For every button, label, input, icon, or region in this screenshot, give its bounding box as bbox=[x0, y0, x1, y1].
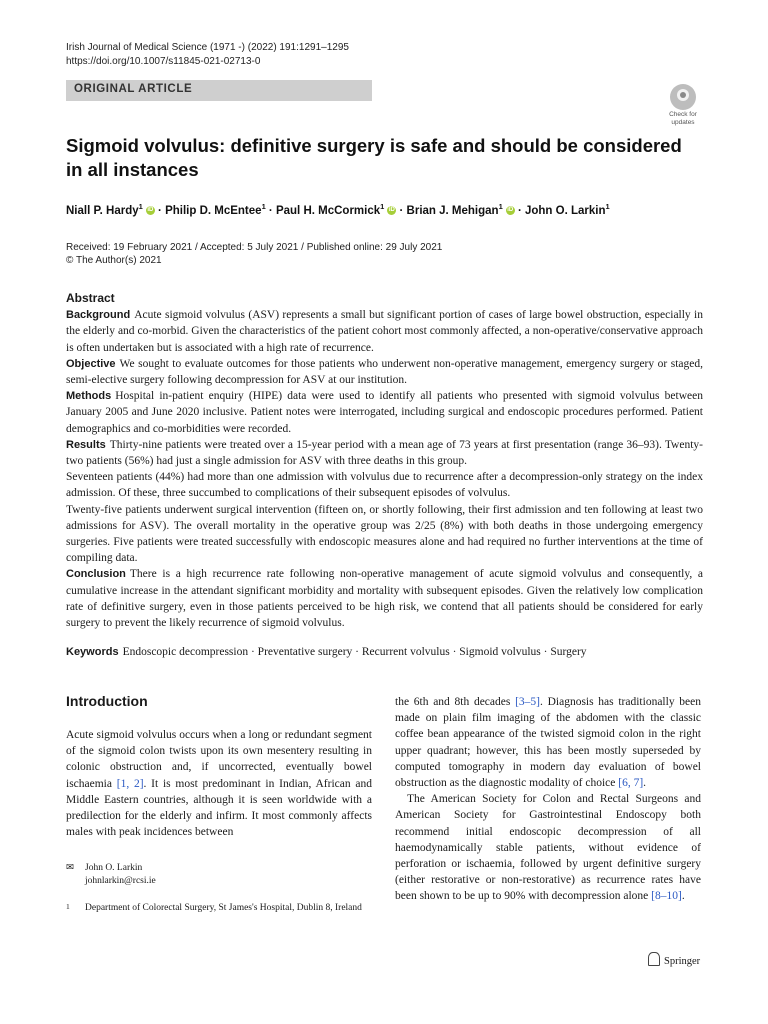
abstract-objective bbox=[66, 356, 703, 388]
check-updates-label-1: Check for bbox=[669, 111, 697, 118]
author-affiliation-marker: 1 bbox=[498, 202, 503, 211]
author-separator: · bbox=[396, 204, 407, 217]
article-title: Sigmoid volvulus: definitive surgery is safe and should be considered in all instances bbox=[66, 135, 682, 180]
author-name[interactable]: Niall P. Hardy bbox=[66, 204, 139, 217]
intro-text-2c: . bbox=[643, 777, 647, 790]
objective-text: We sought to evaluate outcomes for those patients who underwent non-operative management, emergency surgery or staged, semi-elective surgery following decompression for ASV at our institution. bbox=[66, 357, 703, 387]
intro-text-1a: Acute sigmoid volvulus occurs when a long or redundant segment of the sigmoid colon twists upon its own mesentery resulting in colonic obstruction and, if uncorrected, eventually bowel ischaemia bbox=[66, 729, 372, 790]
intro-text-1b: . It is most predominant in Indian, African and Middle Eastern countries, although it is seen worldwide with a predilection for the elderly and infirm. It most commonly affects males with peak incidences between bbox=[66, 777, 372, 839]
author-list bbox=[66, 202, 610, 217]
check-for-updates-button[interactable] bbox=[663, 84, 703, 124]
introduction-left-column bbox=[66, 727, 372, 840]
envelope-icon: ✉ bbox=[66, 863, 74, 873]
springer-horse-icon bbox=[648, 952, 660, 966]
journal-header bbox=[66, 41, 349, 69]
background-label: Background bbox=[66, 309, 131, 322]
publication-dates bbox=[66, 241, 442, 267]
affiliation-text: Department of Colorectal Surgery, St James's Hospital, Dublin 8, Ireland bbox=[85, 903, 362, 913]
journal-citation: Irish Journal of Medical Science (1971 -) (2022) 191:1291–1295 bbox=[66, 42, 349, 53]
check-updates-label-2: updates bbox=[671, 119, 695, 126]
orcid-icon[interactable]: iD bbox=[388, 207, 395, 214]
author-name[interactable]: John O. Larkin bbox=[524, 204, 606, 217]
publisher-name: Springer bbox=[664, 956, 701, 967]
author-name[interactable]: Brian J. Mehigan bbox=[406, 204, 499, 217]
copyright-line: © The Author(s) 2021 bbox=[66, 255, 162, 266]
author-affiliation-marker: 1 bbox=[380, 202, 385, 211]
citation-link-1-2[interactable]: [1, 2] bbox=[116, 777, 144, 790]
abstract-heading: Abstract bbox=[66, 291, 115, 305]
objective-label: Objective bbox=[66, 357, 116, 370]
publisher-logo bbox=[648, 952, 700, 967]
abstract-results-1 bbox=[66, 437, 703, 469]
abstract-section bbox=[66, 290, 703, 631]
corresponding-author-email[interactable]: johnlarkin@rcsi.ie bbox=[85, 876, 156, 886]
methods-label: Methods bbox=[66, 390, 112, 403]
citation-link-8-10[interactable]: [8–10] bbox=[651, 890, 682, 903]
intro-text-3b: . bbox=[681, 890, 685, 903]
author-affiliation-marker: 1 bbox=[605, 202, 610, 211]
abstract-methods bbox=[66, 388, 703, 437]
introduction-right-column bbox=[395, 694, 701, 905]
article-type-banner bbox=[66, 80, 372, 101]
intro-paragraph-2 bbox=[395, 791, 701, 904]
footnote-section bbox=[66, 862, 372, 915]
corresponding-author bbox=[66, 862, 372, 888]
intro-paragraph-continued bbox=[395, 694, 701, 791]
keywords-text: Endoscopic decompression · Preventative surgery · Recurrent volvulus · Sigmoid volvulus · Surgery bbox=[122, 646, 587, 658]
introduction-heading: Introduction bbox=[66, 693, 148, 709]
author-affiliation-marker: 1 bbox=[261, 202, 266, 211]
author-name[interactable]: Paul H. McCormick bbox=[275, 204, 381, 217]
background-text: Acute sigmoid volvulus (ASV) represents a small but significant portion of cases of large bowel obstruction, especially in the elderly and co-morbid. Given the characteristics of the patient cohort most commonly affected, a non-operative/conservative approach is often undertaken but is associated with a high rate of recurrence. bbox=[66, 309, 703, 354]
intro-paragraph-1 bbox=[66, 727, 372, 840]
abstract-results-3: Twenty-five patients underwent surgical intervention (fifteen on, or shortly following, their first admission and ten following at least two admissions for ASV). The overall mortality in the operative group was 2/25 (8%) with both deaths in those undergoing emergency surgeries. Five patients were treated successfully with endoscopic measures alone and had required no further interventions at the time of compiling data. bbox=[66, 503, 703, 565]
author-separator: · bbox=[154, 204, 166, 217]
conclusion-label: Conclusion bbox=[66, 568, 126, 581]
orcid-icon[interactable]: iD bbox=[507, 207, 514, 214]
affiliation-note bbox=[66, 902, 372, 915]
affiliation-number: 1 bbox=[66, 902, 70, 911]
author-separator: · bbox=[265, 204, 276, 217]
intro-text-2a: the 6th and 8th decades bbox=[395, 696, 516, 708]
keywords-label: Keywords bbox=[66, 646, 119, 658]
check-updates-icon bbox=[670, 84, 696, 110]
orcid-icon[interactable]: iD bbox=[147, 207, 154, 214]
intro-text-2b: . Diagnosis has traditionally been made on plain film imaging of the abdomen with the classic coffee bean appearance of the twisted sigmoid colon in the right upper quadrant; however, this has been mostly superseded by computed tomography in modern day evaluation of bowel obstruction as the diagnostic modality of choice bbox=[395, 696, 702, 790]
author-separator: · bbox=[514, 204, 525, 217]
corresponding-author-name: John O. Larkin bbox=[85, 863, 143, 873]
abstract-conclusion bbox=[66, 566, 703, 631]
methods-text: Hospital in-patient enquiry (HIPE) data were used to identify all patients who presented with sigmoid volvulus between January 2005 and June 2020 inclusive. Patient notes were interrogated, including surgical and endoscopic procedures performed. Patient demographics and co-morbidities were recorded. bbox=[66, 390, 703, 435]
author-name[interactable]: Philip D. McEntee bbox=[165, 204, 262, 217]
article-type-label: ORIGINAL ARTICLE bbox=[74, 83, 193, 95]
intro-text-3a: The American Society for Colon and Rectal Surgeons and American Society for Gastrointestinal Endoscopy both recommend initial endoscopic decompression of all haemodynamically stable patients, without evidence of perforation or ischaemia, followed by urgent definitive surgery (either restorative or non-restorative) as recurrence rates have been shown to be up to 90% with decompression alone bbox=[395, 793, 701, 903]
results-text-1: Thirty-nine patients were treated over a 15-year period with a mean age of 73 years at first presentation (range 36–93). Twenty-two patients (56%) had just a single admission for ASV with three deaths in this group. bbox=[66, 438, 703, 468]
doi-link[interactable]: https://doi.org/10.1007/s11845-021-02713-0 bbox=[66, 56, 261, 67]
keywords-section bbox=[66, 646, 706, 658]
abstract-background bbox=[66, 307, 703, 356]
dates-line: Received: 19 February 2021 / Accepted: 5 July 2021 / Published online: 29 July 2021 bbox=[66, 242, 443, 253]
author-affiliation-marker: 1 bbox=[138, 202, 143, 211]
citation-link-6-7[interactable]: [6, 7] bbox=[618, 777, 644, 790]
conclusion-text: There is a high recurrence rate following non-operative management of acute sigmoid volvulus and consequently, a cumulative increase in the attendant significant morbidity and mortality with subsequent episodes. Given the relatively low complication rate of definitive surgery, even in those patients perceived to be high risk, we contend that all patients should be considered for early surgery to prevent the likely recurrence of sigmoid volvulus. bbox=[66, 568, 703, 630]
abstract-results-2: Seventeen patients (44%) had more than one admission with volvulus due to recurrence after a decompression-only strategy on the index admission. Of these, three succumbed to complications of their subsequent episodes of volvulus. bbox=[66, 471, 703, 500]
citation-link-3-5[interactable]: [3–5] bbox=[515, 696, 540, 708]
results-label: Results bbox=[66, 438, 106, 451]
